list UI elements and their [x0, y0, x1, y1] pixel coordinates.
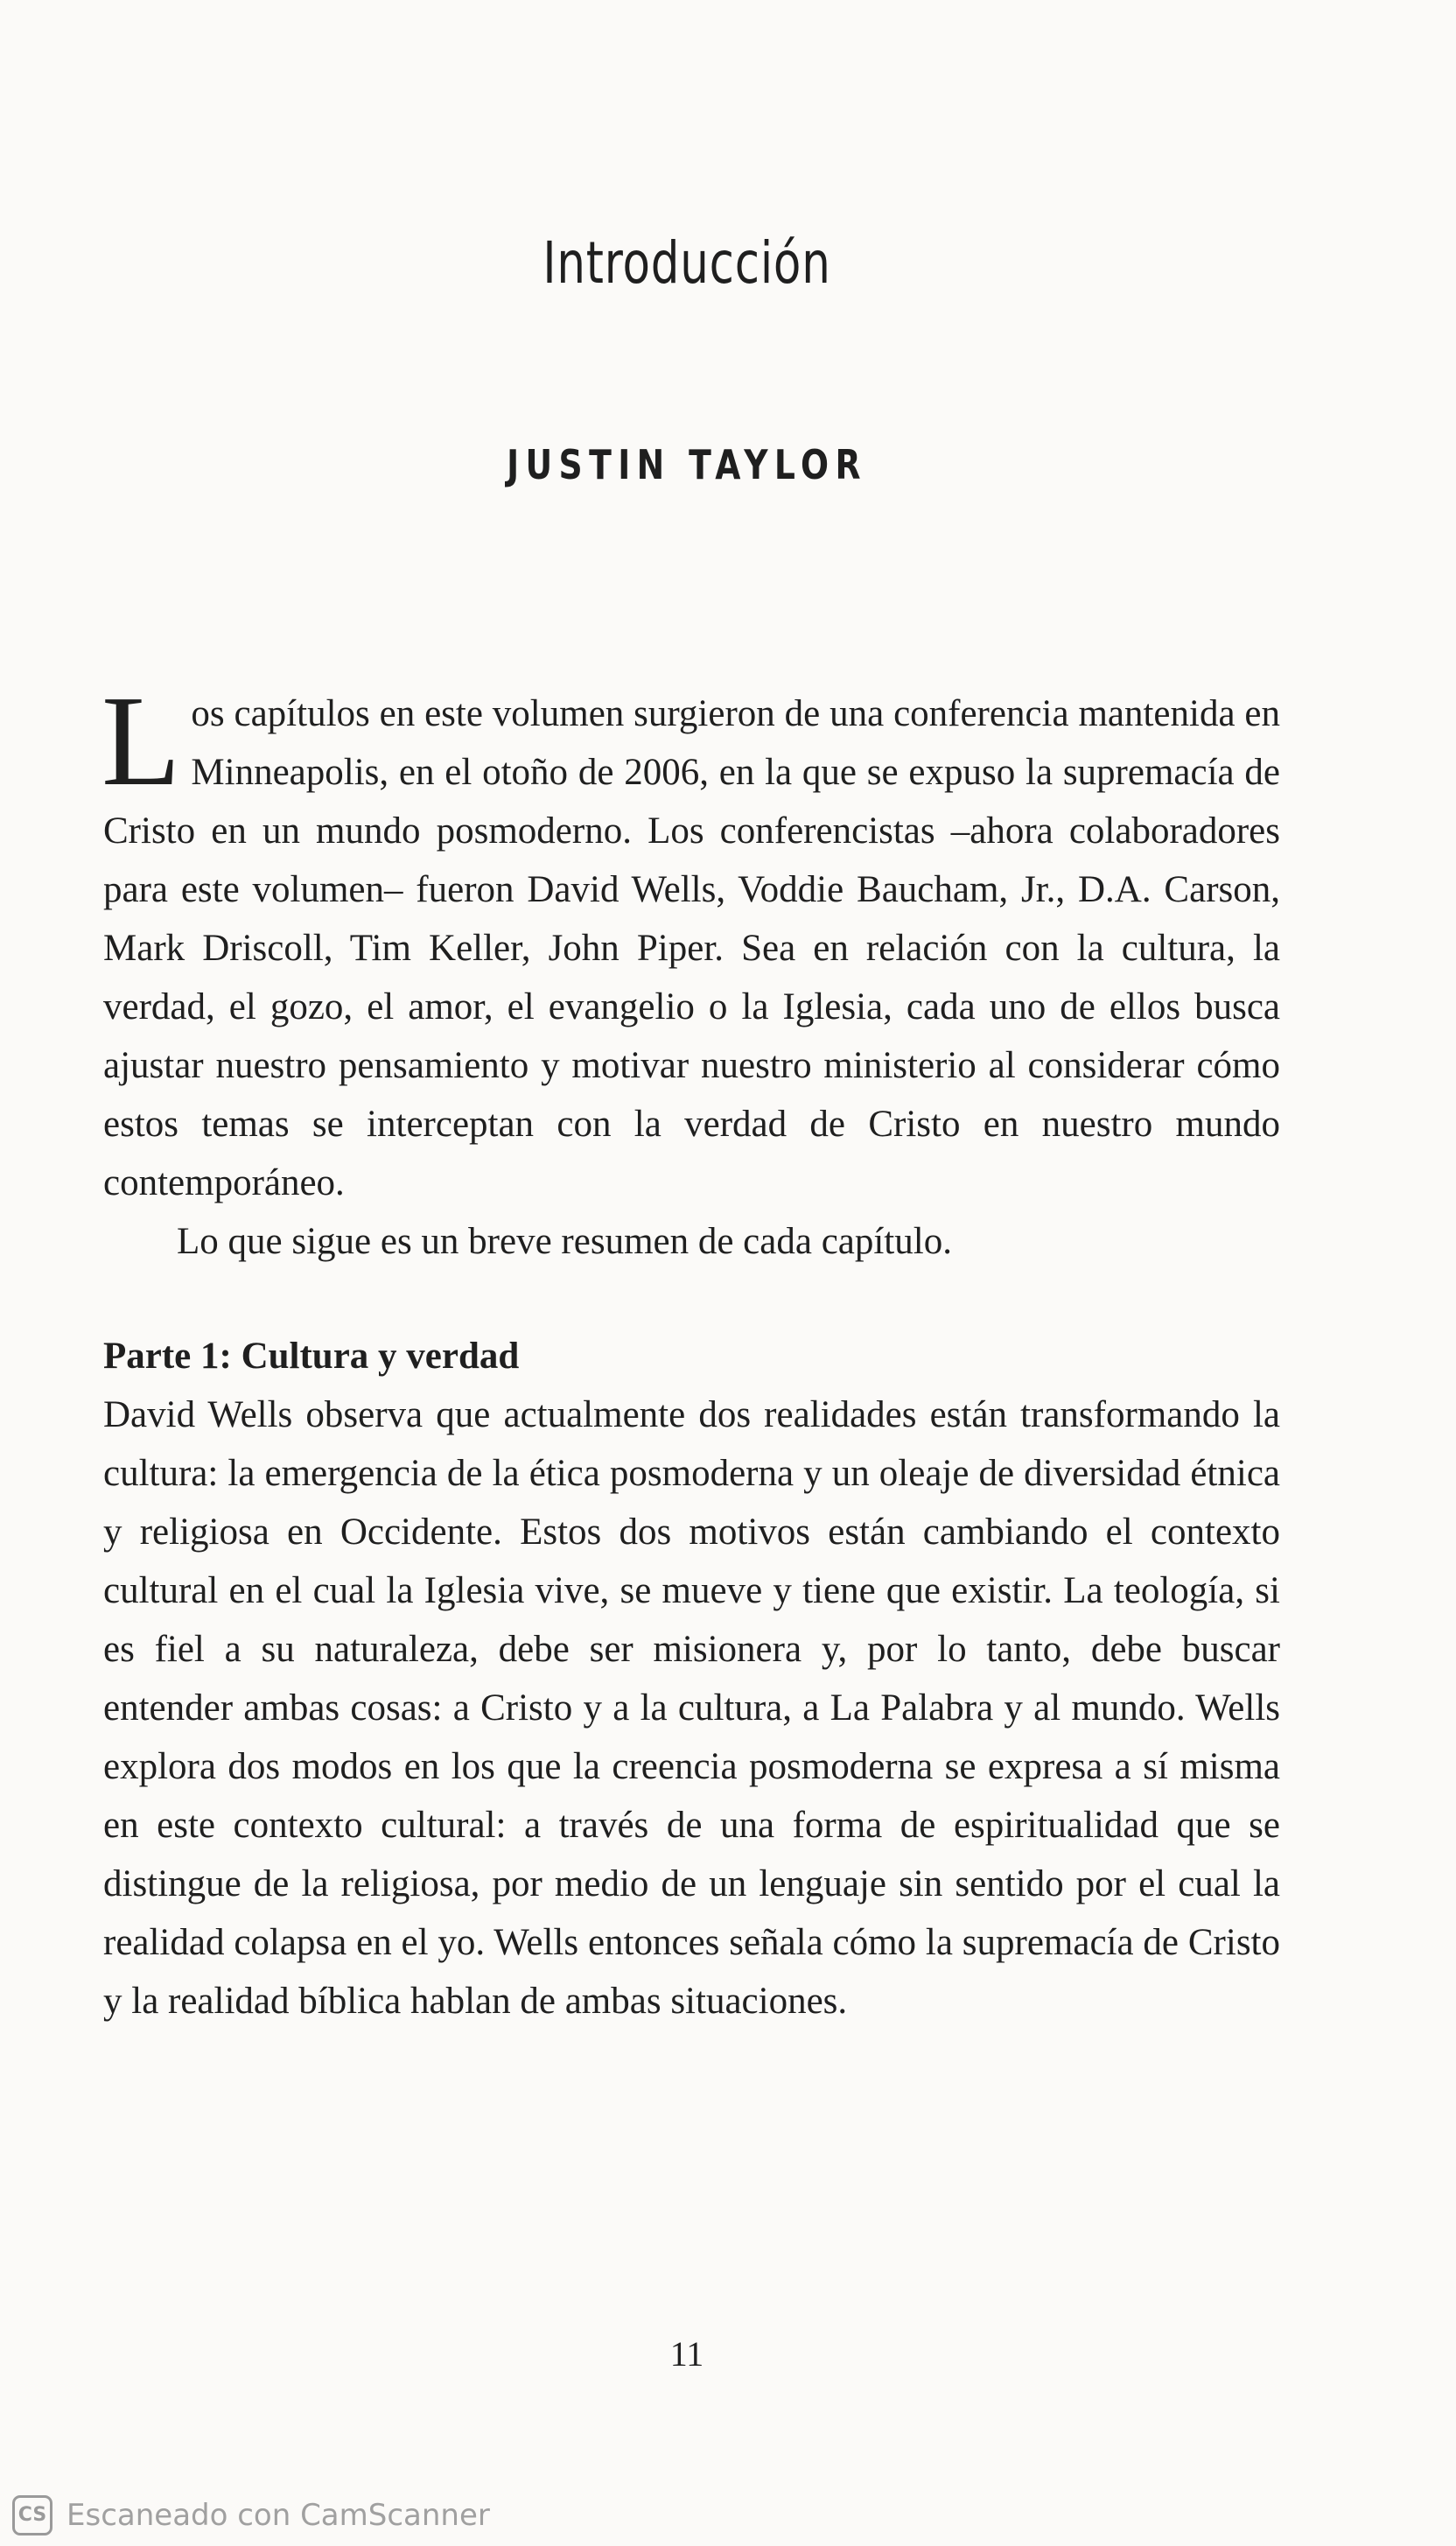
camscanner-logo-icon: CS — [12, 2495, 52, 2535]
author-name: JUSTIN TAYLOR — [507, 441, 867, 488]
paragraph-intro — [102, 670, 1280, 1212]
page-number: 11 — [669, 2334, 704, 2374]
section-heading-part-1: Parte 1: Cultura y verdad — [103, 1336, 520, 1377]
chapter-title: Introducción — [542, 229, 831, 297]
body-text — [102, 670, 1280, 2030]
scanner-watermark — [0, 2484, 1456, 2546]
paragraph-intro-text: os capítulos en este volumen surgieron de una conferencia mantenida en Minneapolis, en el otoño de 2006, en la que se expuso la supremacía de Cristo en un mundo posmoderno. Los conferencistas –ahora colaboradores para este volumen– fueron David Wells, Voddie Baucham, Jr., D.A. Carson, Mark Driscoll, Tim Keller, John Piper. Sea en relación con la cultura, la verdad, el gozo, el amor, el evangelio o la Iglesia, cada uno de ellos busca ajustar nuestro pensamiento y motivar nuestro ministerio al considerar cómo estos temas se interceptan con la verdad de Cristo en nuestro mundo contemporáneo. — [103, 693, 1280, 1203]
watermark-text: Escaneado con CamScanner — [66, 2497, 490, 2533]
drop-cap: L — [102, 670, 181, 813]
section-part-1-text: David Wells observa que actualmente dos realidades están transformando la cultura: la emergencia de la ética posmoderna y un oleaje de diversidad étnica y religiosa en Occidente. Estos dos motivos están cambiando el contexto cultural en el cual la Iglesia vive, se mueve y tiene que existir. La teología, si es fiel a su naturaleza, debe ser misionera y, por lo tanto, debe buscar entender ambas cosas: a Cristo y a la cultura, a La Palabra y al mundo. Wells explora dos modos en los que la creencia posmoderna se expresa a sí misma en este contexto cultural: a través de una forma de espiritualidad que se distingue de la religiosa, por medio de un lenguaje sin sentido por el cual la realidad colapsa en el yo. Wells entonces señala cómo la supremacía de Cristo y la realidad bíblica hablan de ambas situaciones. — [103, 1394, 1280, 2022]
paragraph-summary-note: Lo que sigue es un breve resumen de cada capítulo. — [177, 1221, 952, 1262]
